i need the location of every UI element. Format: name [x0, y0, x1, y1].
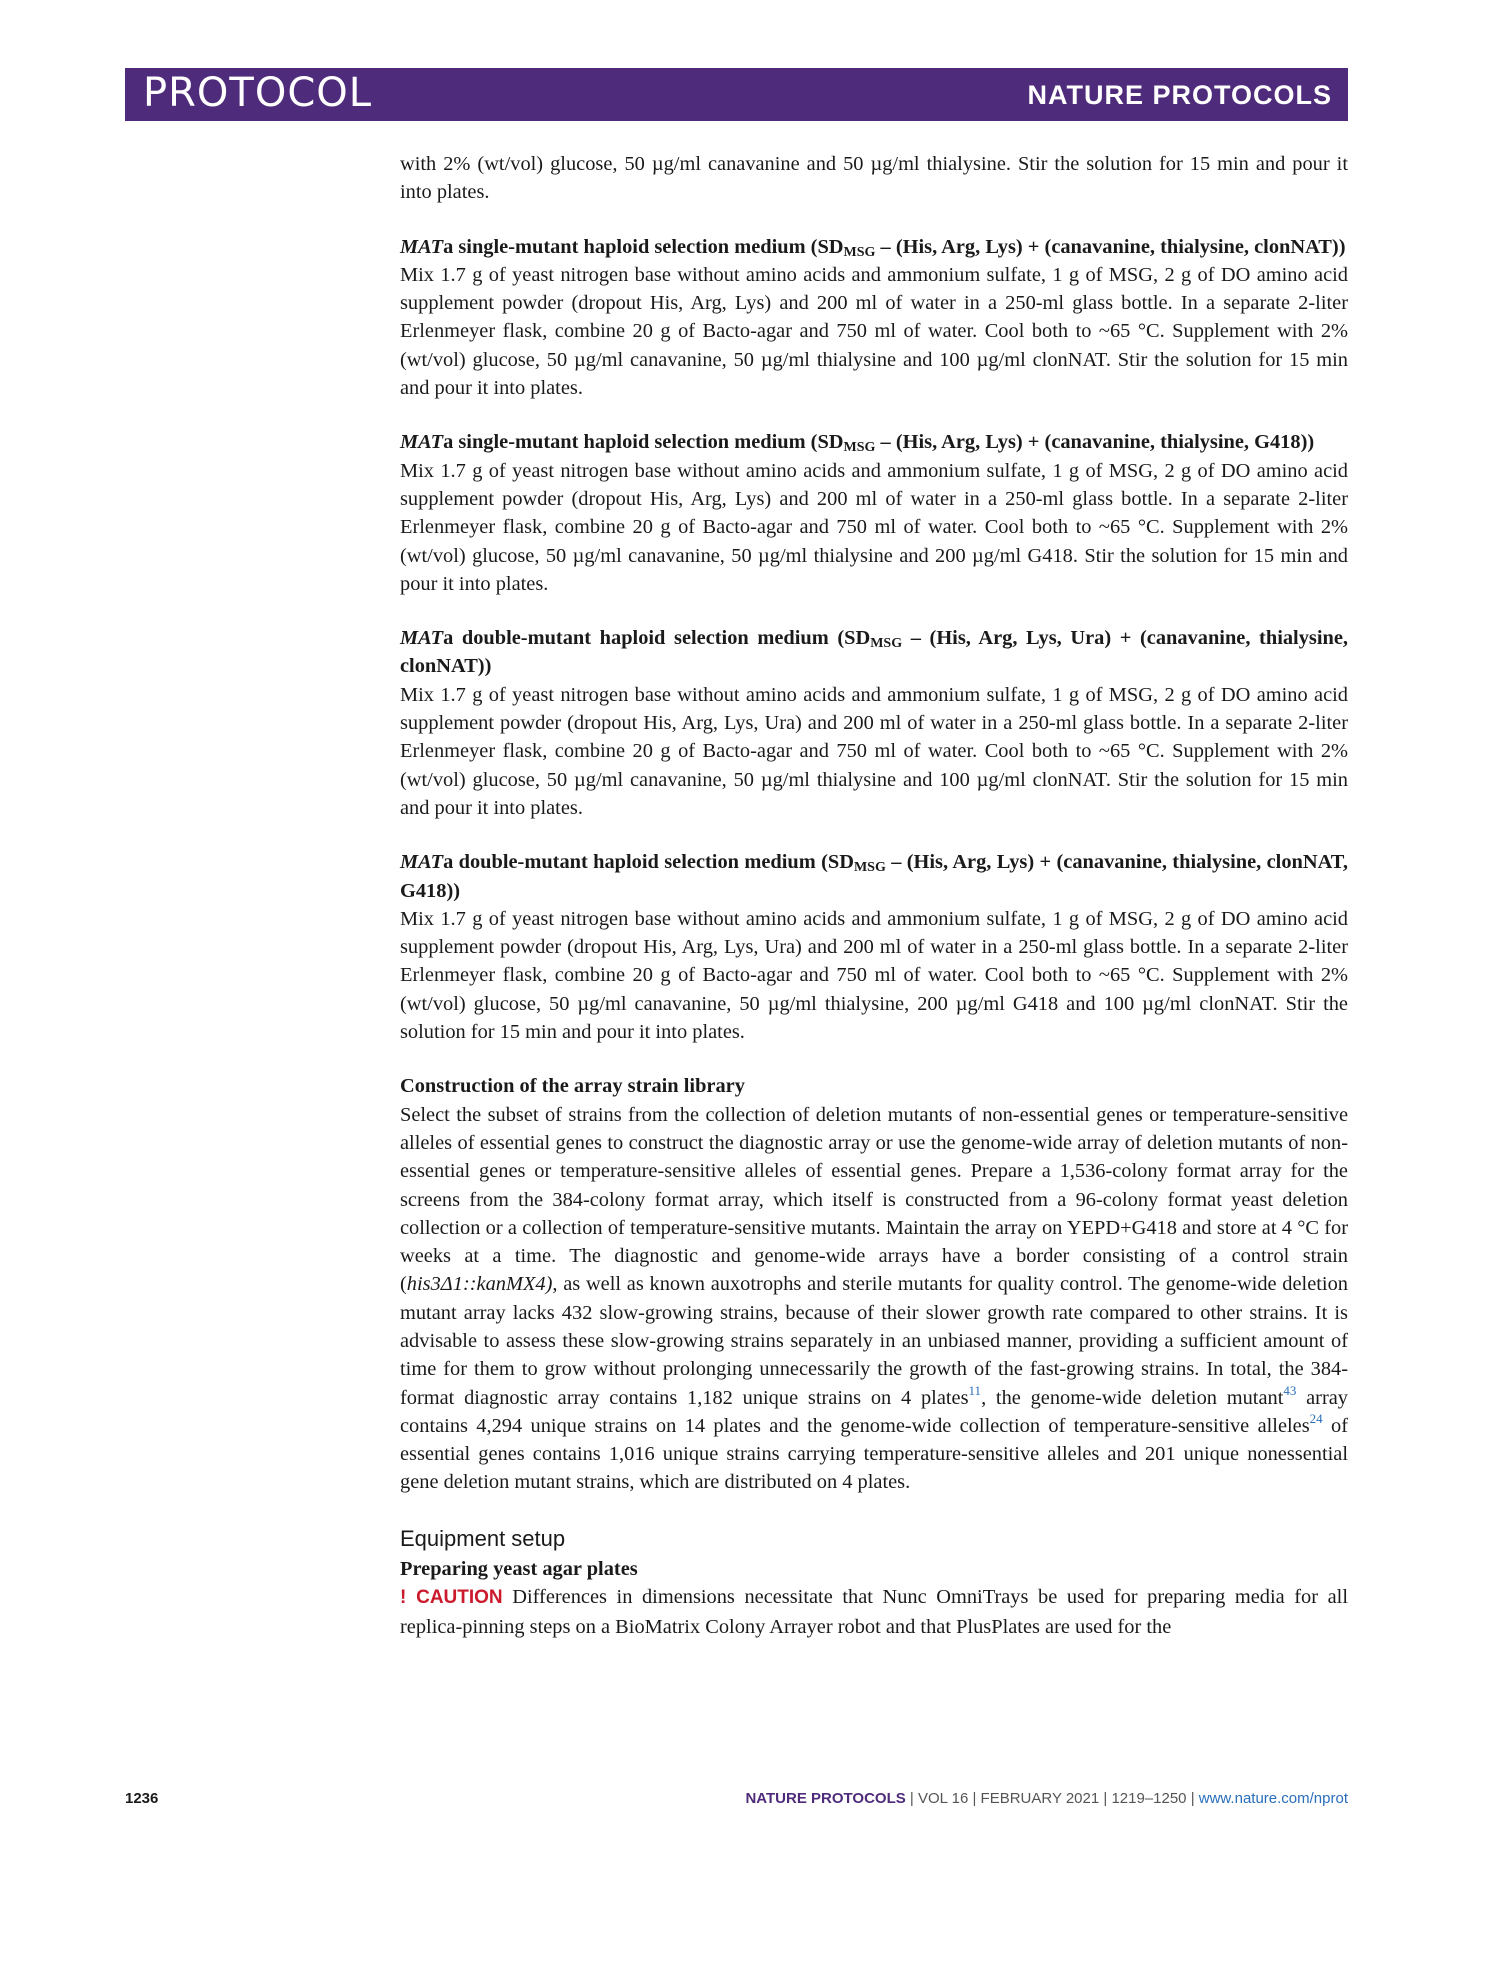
medium-body: Mix 1.7 g of yeast nitrogen base without amino acids and ammonium sulfate, 1 g of MSG, 2 g of DO amino acid supplement powder (dropout His, Arg, Lys, Ura) and 200 ml of water in a 250-ml glass bottle. In a separate 2-liter Erlenmeyer flask, combine 20 g of Bacto-agar and 750 ml of water. Cool both to ~65 °C. Supplement with 2% (wt/vol) glucose, 50 µg/ml canavanine, 50 µg/ml thialysine, 200 µg/ml G418 and 100 µg/ml clonNAT. Stir the solution for 15 min and pour it into plates. [400, 907, 1348, 1044]
medium-section [400, 624, 1348, 822]
construction-text: Select the subset of strains from the collection of deletion mutants of non-essential genes or temperature-sensitive alleles of essential genes to construct the diagnostic array or use the genome-wide array of deletion mutants of non-essential genes or temperature-sensitive alleles of essential genes. Prepare a 1,536-colony format array for the screens from the 384-colony format array, which itself is constructed from a 96-colony format yeast deletion collection or a collection of temperature-sensitive mutants. Maintain the array on YEPD+G418 and store at 4 °C for weeks at a time. The diagnostic and genome-wide arrays have a border consisting of a control strain ( [400, 1103, 1348, 1296]
construction-text: of essential genes contains 1,016 unique strains carrying temperature-sensitive alleles and 201 unique nonessential gene deletion mutant strains, which are distributed on 4 plates. [400, 1414, 1348, 1494]
construction-text: , the genome-wide deletion mutant [981, 1386, 1284, 1409]
reference-link[interactable]: 11 [968, 1382, 982, 1398]
medium-section [400, 848, 1348, 1046]
heading-text-end: – (His, Arg, Lys) + (canavanine, thialysine, G418)) [875, 431, 1315, 454]
main-content [400, 150, 1348, 1641]
medium-heading [400, 428, 1348, 456]
heading-italic: MAT [400, 851, 444, 874]
heading-text-end: – (His, Arg, Lys, Ura) + (canavanine, thialysine, clonNAT)) [400, 627, 1349, 678]
heading-text: a double-mutant haploid selection medium (SD [443, 851, 854, 874]
construction-section [400, 1072, 1348, 1496]
heading-text: a single-mutant haploid selection medium (SD [443, 431, 844, 454]
equipment-heading: Equipment setup [400, 1525, 566, 1551]
caution-label: ! CAUTION [400, 1587, 503, 1609]
footer-citation [745, 1790, 1348, 1807]
header-section-label: PROTOCOL [143, 70, 373, 116]
reference-link[interactable]: 43 [1283, 1382, 1297, 1398]
construction-body [400, 1101, 1348, 1497]
caution-paragraph [400, 1583, 1348, 1641]
heading-text-end: – (His, Arg, Lys) + (canavanine, thialysine, clonNAT, G418)) [400, 851, 1348, 902]
heading-italic: MAT [400, 627, 444, 650]
heading-text-end: – (His, Arg, Lys) + (canavanine, thialysine, clonNAT)) [875, 235, 1346, 258]
strain-name: his3Δ1::kanMX4) [406, 1273, 553, 1296]
medium-heading [400, 233, 1348, 261]
construction-text: array contains 4,294 unique strains on 14 plates and the genome-wide collection of temperature-sensitive alleles [400, 1386, 1349, 1437]
heading-subscript: MSG [853, 860, 886, 876]
heading-subscript: MSG [843, 440, 876, 456]
medium-body: Mix 1.7 g of yeast nitrogen base without amino acids and ammonium sulfate, 1 g of MSG, 2 g of DO amino acid supplement powder (dropout His, Arg, Lys) and 200 ml of water in a 250-ml glass bottle. In a separate 2-liter Erlenmeyer flask, combine 20 g of Bacto-agar and 750 ml of water. Cool both to ~65 °C. Supplement with 2% (wt/vol) glucose, 50 µg/ml canavanine, 50 µg/ml thialysine and 100 µg/ml clonNAT. Stir the solution for 15 min and pour it into plates. [400, 263, 1348, 400]
medium-heading [400, 624, 1348, 681]
equipment-subheading: Preparing yeast agar plates [400, 1558, 638, 1581]
reference-link[interactable]: 24 [1309, 1410, 1323, 1426]
medium-body: Mix 1.7 g of yeast nitrogen base without amino acids and ammonium sulfate, 1 g of MSG, 2 g of DO amino acid supplement powder (dropout His, Arg, Lys, Ura) and 200 ml of water in a 250-ml glass bottle. In a separate 2-liter Erlenmeyer flask, combine 20 g of Bacto-agar and 750 ml of water. Cool both to ~65 °C. Supplement with 2% (wt/vol) glucose, 50 µg/ml canavanine, 50 µg/ml thialysine and 100 µg/ml clonNAT. Stir the solution for 15 min and pour it into plates. [400, 683, 1348, 819]
heading-italic: MAT [400, 235, 444, 258]
heading-italic: MAT [400, 431, 444, 454]
intro-paragraph: with 2% (wt/vol) glucose, 50 µg/ml canavanine and 50 µg/ml thialysine. Stir the solution for 15 min and pour it into plates. [400, 153, 1348, 204]
construction-text: , as well as known auxotrophs and sterile mutants for quality control. The genome-wide deletion mutant array lacks 432 slow-growing strains, because of their slower growth rate compared to other strains. It is advisable to assess these slow-growing strains separately in an unbiased manner, providing a sufficient amount of time for them to grow without prolonging unnecessarily the growth of the fast-growing strains. In total, the 384-format diagnostic array contains 1,182 unique strains on 4 plates [400, 1273, 1348, 1409]
heading-text: a single-mutant haploid selection medium (SD [443, 235, 844, 258]
page-number: 1236 [125, 1790, 159, 1807]
footer [125, 1788, 1348, 1812]
header-bar [125, 68, 1348, 121]
medium-body: Mix 1.7 g of yeast nitrogen base without amino acids and ammonium sulfate, 1 g of MSG, 2 g of DO amino acid supplement powder (dropout His, Arg, Lys) and 200 ml of water in a 250-ml glass bottle. In a separate 2-liter Erlenmeyer flask, combine 20 g of Bacto-agar and 750 ml of water. Cool both to ~65 °C. Supplement with 2% (wt/vol) glucose, 50 µg/ml canavanine, 50 µg/ml thialysine and 200 µg/ml G418. Stir the solution for 15 min and pour it into plates. [400, 459, 1348, 595]
footer-url-link[interactable]: www.nature.com/nprot [1198, 1790, 1348, 1807]
construction-heading: Construction of the array strain library [400, 1075, 745, 1098]
footer-journal: NATURE PROTOCOLS [745, 1790, 906, 1807]
medium-section [400, 233, 1348, 403]
medium-section [400, 428, 1348, 598]
heading-subscript: MSG [843, 244, 876, 260]
header-journal-name: NATURE PROTOCOLS [1027, 80, 1332, 110]
heading-subscript: MSG [870, 636, 903, 652]
footer-details: | VOL 16 | FEBRUARY 2021 | 1219–1250 | [905, 1790, 1199, 1807]
medium-heading [400, 848, 1348, 905]
caution-text: Differences in dimensions necessitate that Nunc OmniTrays be used for preparing media for all replica-pinning steps on a BioMatrix Colony Arrayer robot and that PlusPlates are used for the [400, 1586, 1348, 1638]
heading-text: a double-mutant haploid selection medium (SD [443, 627, 871, 650]
